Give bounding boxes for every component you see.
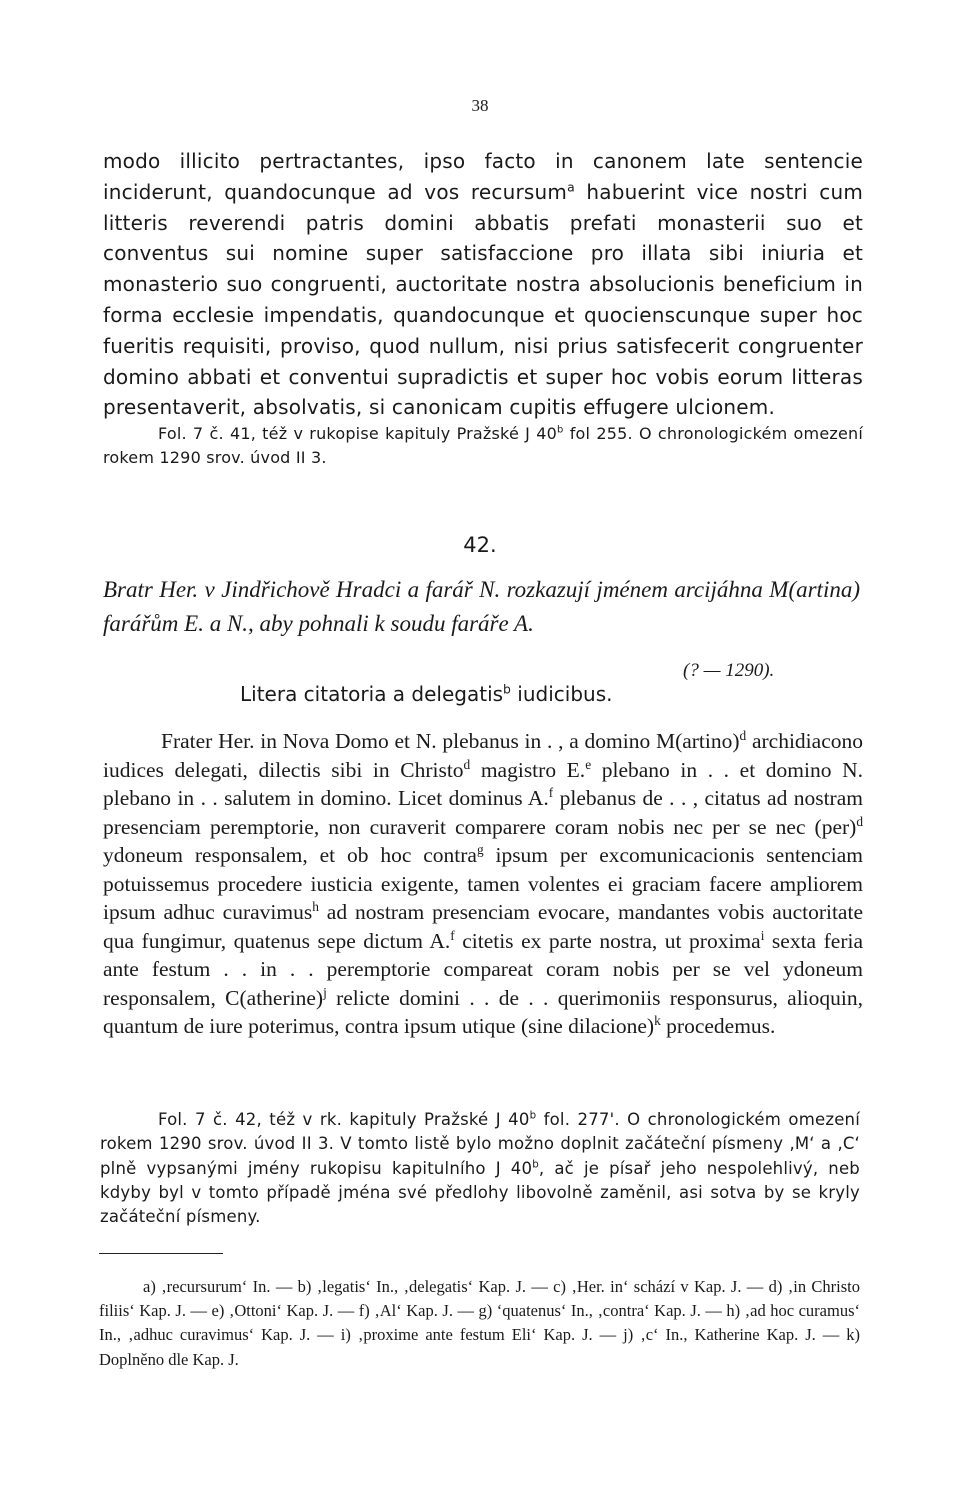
- footnote-mark: f: [450, 927, 455, 943]
- footnotes: a) ‚recursurum‘ In. — b) ‚legatis‘ In., ‚delegatis‘ Kap. J. — c) ‚Her. in‘ schází v Kap. J. — d) ‚in Christo filiis‘ Kap. J. — e) ‚Ottoni‘ Kap. J. — f) ‚Al‘ Kap. J. — g) ‘quatenus‘ In., ‚contra‘ Kap. J. — h) ‚ad hoc curamus‘ In., ‚adhuc curavimus‘ Kap. J. — i) ‚proxime ante festum Eli‘ Kap. J. — j) ‚c‘ In., Katherine Kap. J. — k) Doplněno dle Kap. J.: [99, 1277, 860, 1369]
- text: relicte domini . . de . . querimoniis responsurus, alioquin, quantum de iure poterimus, contra ipsum utique (sine dilacione): [103, 985, 863, 1038]
- body-paragraph-1: [103, 146, 863, 423]
- title-text: iudicibus.: [510, 682, 613, 706]
- note-text: Fol. 7 č. 41, též v rukopise kapituly Pražské J 40: [158, 424, 558, 443]
- superscript: b: [557, 424, 564, 436]
- footnote-mark: b: [503, 681, 511, 697]
- footnote-divider: [99, 1253, 223, 1254]
- superscript: b: [532, 1159, 539, 1171]
- page-number: 38: [471, 96, 489, 115]
- text: ad nostram presenciam evocare, mandantes vobis auctoritate qua fungimur, quatenus sepe dictum A.: [103, 900, 863, 953]
- text: plebanus de . . , citatus ad nostram presenciam peremptorie, non curaverit comparere coram nobis nec per se nec (per): [103, 786, 863, 839]
- note-text: fol 255. O chronologickém omezení rokem 1290 srov. úvod II 3.: [103, 424, 863, 467]
- text: archidiacono iudices delegati, dilectis sibi in Christo: [103, 729, 863, 782]
- text: ipsum per excomunicacionis sentenciam potuissemus procedere iusticia exigente, tamen volentes ei graciam facere ampliorem ipsum adhuc curavimus: [103, 843, 863, 924]
- document-date: (? — 1290).: [683, 660, 775, 681]
- text: procedemus.: [660, 1014, 776, 1038]
- note-text: , ač je písař jeho nespolehlivý, neb kdyby byl v tomto případě jména své předlohy libovolně zaměnil, asi sotva by se kryly začáteční písmeny.: [100, 1158, 860, 1227]
- text: magistro E.: [470, 757, 586, 782]
- footnote-mark: f: [548, 784, 554, 800]
- regest-heading: Bratr Her. v Jindřichově Hradci a farář N. rozkazují jménem arcijáhna M(artina) farářům E. a N., aby pohnali k soudu faráře A.: [103, 577, 860, 636]
- footnote-mark: i: [760, 927, 765, 943]
- text: ydoneum responsalem, et ob hoc contra: [103, 843, 477, 867]
- footnote-mark: g: [476, 841, 484, 857]
- footnote-mark: d: [856, 813, 863, 829]
- footnote-mark: d: [463, 756, 471, 772]
- footnote-mark: h: [312, 898, 319, 914]
- footnote-mark: k: [654, 1012, 661, 1028]
- title-text: Litera citatoria a delegatis: [240, 682, 504, 706]
- paragraph-text: habuerint vice nostri cum litteris reverendi patris domini abbatis prefati monasterii suo et conventus sui nomine super satisfaccione pro illata sibi iniuria et monasterio suo congruenti, auctoritate nostra absolucionis beneficium in forma ecclesie impendatis, quandocunque et quocienscunque super hoc fueritis requisiti, proviso, quod nullum, nisi prius satisfecerit congruenter domino abbati et conventui supradictis et super hoc vobis eorum litteras presentaverit, absolvatis, si canonicam cupitis effugere ulcionem.: [103, 179, 863, 420]
- footnote-mark: j: [323, 984, 327, 1000]
- paragraph-text: modo illicito pertractantes, ipso facto in canonem late sentencie inciderunt, quandocunque ad vos recursum: [103, 149, 863, 204]
- document-title: [240, 682, 612, 706]
- text: plebano in . . et domino N. plebano in . . salutem in domino. Licet dominus A.: [103, 757, 863, 810]
- footnote-mark: e: [585, 756, 592, 772]
- editorial-note-2: [100, 1108, 860, 1229]
- text: sexta feria ante festum . . in . . peremptorie compareat coram nobis per se vel ydoneum responsalem, C(atherine): [103, 928, 863, 1010]
- text: citetis ex parte nostra, ut proxima: [454, 928, 761, 953]
- note-text: Fol. 7 č. 42, též v rk. kapituly Pražské J 40: [158, 1110, 530, 1129]
- document-number: 42.: [463, 533, 497, 557]
- note-text: fol. 277'. O chronologickém omezení rokem 1290 srov. úvod II 3. V tomto listě bylo možno doplnit začáteční písmeny ‚M‘ a ‚C‘ plně vypsanými jmény rukopisu kapitulního J 40: [100, 1110, 860, 1178]
- body-paragraph-2: [103, 727, 863, 1041]
- footnote-mark: d: [739, 727, 747, 743]
- superscript: b: [529, 1110, 537, 1122]
- editorial-note-1: [103, 422, 863, 470]
- text: Frater Her. in Nova Domo et N. plebanus in . , a domino M(artino): [161, 729, 740, 753]
- footnote-mark: a: [567, 179, 575, 195]
